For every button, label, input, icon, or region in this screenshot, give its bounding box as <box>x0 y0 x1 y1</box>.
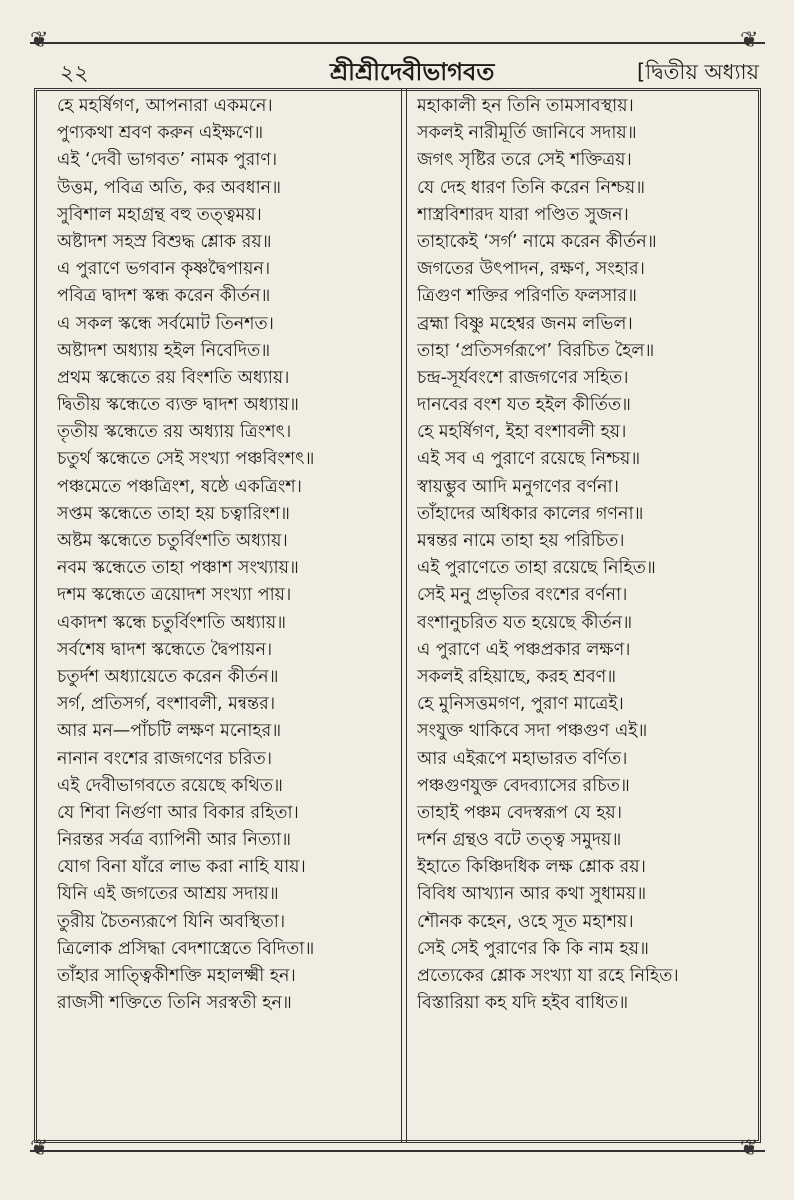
verse-line: যিনি এই জগতের আশ্রয় সদায়॥ <box>57 884 279 905</box>
verse-line: সুবিশাল মহাগ্রন্থ বহু তত্ত্বময়। <box>57 204 262 225</box>
verse-line: এই ‘দেবী ভাগবত’ নামক পুরাণ। <box>57 150 278 171</box>
verse-line: নিরন্তর সর্বত্র ব্যাপিনী আর নিত্যা॥ <box>57 830 292 851</box>
verse-line: চতুর্দশ অধ্যায়েতে করেন কীর্তন॥ <box>57 666 279 687</box>
verse-line: ত্রিলোক প্রসিদ্ধা বেদশাস্ত্রেতে বিদিতা॥ <box>57 938 315 959</box>
verse-line: সকলই রহিয়াছে, করহ শ্রবণ॥ <box>417 666 617 687</box>
verse-line: শাস্ত্রবিশারদ যারা পণ্ডিত সুজন। <box>417 204 629 225</box>
verse-line: মন্বন্তর নামে তাহা হয় পরিচিত। <box>417 531 625 551</box>
verse-line: সেই সেই পুরাণের কি কি নাম হয়॥ <box>417 938 649 959</box>
verse-line: বিস্তারিয়া কহ যদি হইব বাধিত॥ <box>417 993 629 1014</box>
verse-line: তাহাকেই ‘সর্গ’ নামে করেন কীর্তন॥ <box>417 231 657 252</box>
verse-line: যে দেহ ধারণ তিনি করেন নিশ্চয়॥ <box>417 177 646 198</box>
page-number: ২২ <box>60 61 89 86</box>
verse-line: ইহাতে কিঞ্চিদধিক লক্ষ শ্লোক রয়। <box>417 857 646 878</box>
verse-line: সকলই নারীমূর্তি জানিবে সদায়॥ <box>417 123 637 144</box>
verse-line: উত্তম, পবিত্র অতি, কর অবধান॥ <box>57 177 282 198</box>
verse-line: তাহাই পঞ্চম বেদস্বরূপ যে হয়। <box>417 802 622 823</box>
verse-line: হে মুনিসত্তমগণ, পুরাণ মাত্রেই। <box>417 694 624 715</box>
verse-line: যে শিবা নির্গুণা আর বিকার রহিতা। <box>57 802 299 823</box>
corner-ornament-icon: ❦ <box>30 1136 49 1161</box>
verse-line: সর্গ, প্রতিসর্গ, বংশাবলী, মন্বন্তর। <box>57 694 276 715</box>
verse-line: ব্রহ্মা বিষ্ণু মহেশ্বর জনম লভিল। <box>417 313 633 334</box>
chapter-label: [দ্বিতীয় অধ্যায় <box>637 60 759 84</box>
verse-line: সংযুক্ত থাকিবে সদা পঞ্চগুণ এই॥ <box>417 721 648 742</box>
verse-line: চতুর্থ স্কন্ধেতে সেই সংখ্যা পঞ্চবিংশৎ॥ <box>57 449 315 470</box>
corner-ornament-icon: ❦ <box>30 28 49 53</box>
page-title: শ্রীশ্রীদেবীভাগবত <box>330 58 495 86</box>
verse-line: অষ্টম স্কন্ধেতে চতুর্বিংশতি অধ্যায়। <box>57 531 288 551</box>
verse-line: প্রথম স্কন্ধেতে রয় বিংশতি অধ্যায়। <box>57 367 290 388</box>
right-column <box>417 93 777 1017</box>
verse-line: এই সব এ পুরাণে রয়েছে নিশ্চয়॥ <box>417 449 641 470</box>
verse-line: ত্রিগুণ শক্তির পরিণতি ফলসার॥ <box>417 286 637 307</box>
verse-line: পবিত্র দ্বাদশ স্কন্ধ করেন কীর্তন॥ <box>57 286 271 307</box>
verse-line: যোগ বিনা যাঁরে লাভ করা নাহি যায়। <box>57 857 306 878</box>
top-rule <box>30 42 765 44</box>
corner-ornament-icon: ❦ <box>740 1136 759 1161</box>
page-header <box>30 50 765 90</box>
verse-line: চন্দ্র-সূর্যবংশে রাজগণের সহিত। <box>417 367 629 388</box>
verse-line: রাজসী শক্তিতে তিনি সরস্বতী হন॥ <box>57 993 292 1014</box>
verse-line: পঞ্চমেতে পঞ্চত্রিংশ, ষষ্ঠে একত্রিংশ। <box>57 476 302 497</box>
verse-line: দশম স্কন্ধেতে ত্রয়োদশ সংখ্যা পায়। <box>57 585 292 606</box>
verse-line: জগতের উৎপাদন, রক্ষণ, সংহার। <box>417 259 645 280</box>
verse-line: তাহা ‘প্রতিসর্গরূপে’ বিরচিত হৈল॥ <box>417 340 655 361</box>
verse-line: এ পুরাণে ভগবান কৃষ্ণদ্বৈপায়ন। <box>57 259 271 280</box>
verse-line: এ পুরাণে এই পঞ্চপ্রকার লক্ষণ। <box>417 639 631 660</box>
verse-line: এই পুরাণেতে তাহা রয়েছে নিহিত॥ <box>417 558 656 579</box>
verse-line: সেই মনু প্রভৃতির বংশের বর্ণনা। <box>417 585 628 606</box>
verse-line: অষ্টাদশ অধ্যায় হইল নিবেদিত॥ <box>57 340 271 361</box>
bottom-rule <box>30 1150 765 1152</box>
verse-line: তাঁহার সাত্ত্বিকীশক্তি মহালক্ষ্মী হন। <box>57 966 296 986</box>
corner-ornament-icon: ❦ <box>740 28 759 53</box>
verse-line: নানান বংশের রাজগণের চরিত। <box>57 748 272 769</box>
verse-line: বংশানুচরিত যত হয়েছে কীর্তন॥ <box>417 612 633 633</box>
verse-line: সপ্তম স্কন্ধেতে তাহা হয় চত্বারিংশ॥ <box>57 503 290 524</box>
verse-line: প্রত্যেকের শ্লোক সংখ্যা যা রহে নিহিত। <box>417 966 679 986</box>
verse-line: মহাকালী হন তিনি তামসাবস্থায়। <box>417 96 634 116</box>
verse-line: এ সকল স্কন্ধে সর্বমোট তিনশত। <box>57 313 274 334</box>
verse-line: হে মহর্ষিগণ, ইহা বংশাবলী হয়। <box>417 422 627 443</box>
verse-line: তুরীয় চৈতন্যরূপে যিনি অবস্থিতা। <box>57 911 286 932</box>
verse-line: এই দেবীভাগবতে রয়েছে কথিত॥ <box>57 775 283 796</box>
verse-line: পুণ্যকথা শ্রবণ করুন এইক্ষণে॥ <box>57 123 264 144</box>
verse-line: একাদশ স্কন্ধে চতুর্বিংশতি অধ্যায়॥ <box>57 612 287 633</box>
verse-line: দ্বিতীয় স্কন্ধেতে ব্যক্ত দ্বাদশ অধ্যায়॥ <box>57 395 299 416</box>
verse-line: সর্বশেষ দ্বাদশ স্কন্ধেতে দ্বৈপায়ন। <box>57 639 273 660</box>
verse-line: আর মন—পাঁচটি লক্ষণ মনোহর॥ <box>57 721 282 742</box>
verse-line: হে মহর্ষিগণ, আপনারা একমনে। <box>57 96 273 116</box>
verse-line: জগৎ সৃষ্টির তরে সেই শক্তিত্রয়। <box>417 150 632 171</box>
verse-line: তাঁহাদের অধিকার কালের গণনা॥ <box>417 503 644 524</box>
verse-line: দর্শন গ্রন্থও বটে তত্ত্ব সমুদয়॥ <box>417 830 622 851</box>
verse-line: অষ্টাদশ সহস্র বিশুদ্ধ শ্লোক রয়॥ <box>57 231 272 252</box>
verse-line: দানবের বংশ যত হইল কীর্তিত॥ <box>417 395 631 416</box>
verse-line: আর এইরূপে মহাভারত বর্ণিত। <box>417 748 628 769</box>
verse-line: স্বায়ম্ভুব আদি মনুগণের বর্ণনা। <box>417 476 619 497</box>
left-column <box>57 93 417 1017</box>
verse-line: বিবিধ আখ্যান আর কথা সুধাময়॥ <box>417 884 647 905</box>
verse-line: তৃতীয় স্কন্ধেতে রয় অধ্যায় ত্রিংশৎ। <box>57 422 292 443</box>
verse-line: শৌনক কহেন, ওহে সূত মহাশয়। <box>417 911 634 932</box>
verse-line: নবম স্কন্ধেতে তাহা পঞ্চাশ সংখ্যায়॥ <box>57 558 299 579</box>
verse-line: পঞ্চগুণযুক্ত বেদব্যাসের রচিত॥ <box>417 775 630 796</box>
